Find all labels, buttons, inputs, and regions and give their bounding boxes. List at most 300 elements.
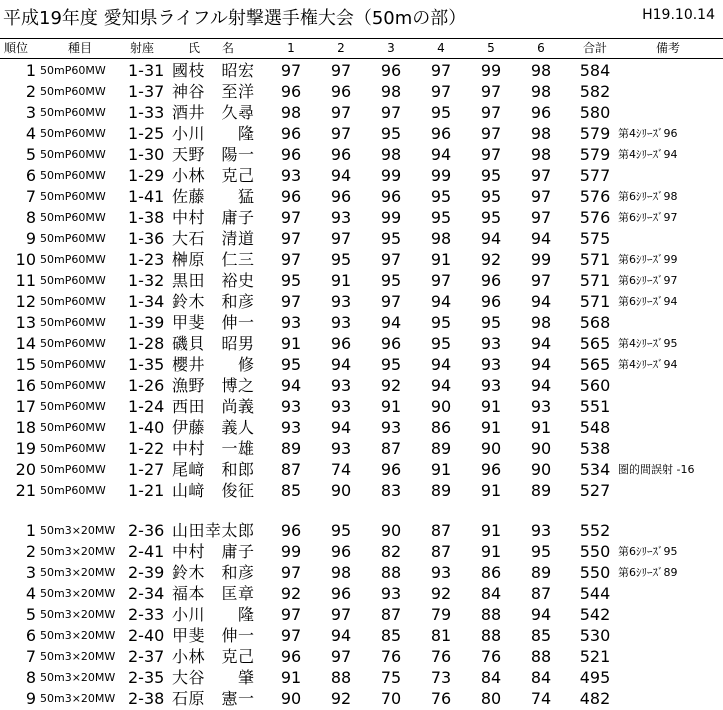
- cell-series-1: 91: [280, 334, 302, 353]
- cell-series-4: 95: [430, 103, 452, 122]
- cell-name: 西田 尚義: [172, 397, 255, 416]
- cell-series-5: 93: [480, 376, 502, 395]
- cell-name: 山﨑 俊征: [172, 481, 255, 500]
- cell-total: 550: [579, 563, 611, 582]
- cell-total: 550: [579, 542, 611, 561]
- cell-series-2: 91: [330, 271, 352, 290]
- cell-firing-point: 2-35: [128, 668, 165, 687]
- table-row: [0, 520, 723, 541]
- cell-firing-point: 1-39: [128, 313, 165, 332]
- cell-series-4: 92: [430, 584, 452, 603]
- cell-series-2: 93: [330, 397, 352, 416]
- cell-event: 50m3×20MW: [40, 692, 116, 705]
- cell-event: 50mP60MW: [40, 106, 106, 119]
- cell-firing-point: 1-21: [128, 481, 165, 500]
- cell-series-5: 97: [480, 124, 502, 143]
- cell-series-4: 86: [430, 418, 452, 437]
- header-note: 備考: [656, 41, 681, 55]
- cell-total: 579: [579, 124, 611, 143]
- cell-series-2: 95: [330, 250, 352, 269]
- cell-rank: 5: [25, 145, 36, 164]
- cell-name: 中村 庸子: [172, 208, 255, 227]
- cell-name: 石原 憲一: [172, 689, 255, 708]
- cell-name: 佐藤 猛: [172, 187, 255, 206]
- header-name: 氏名: [188, 41, 257, 55]
- cell-name: 漁野 博之: [172, 376, 255, 395]
- table-row: [0, 270, 723, 291]
- cell-series-3: 95: [380, 229, 402, 248]
- cell-name: 鈴木 和彦: [172, 563, 255, 582]
- cell-series-4: 99: [430, 166, 452, 185]
- cell-series-4: 73: [430, 668, 452, 687]
- cell-total: 577: [579, 166, 611, 185]
- cell-series-4: 90: [430, 397, 452, 416]
- cell-series-3: 95: [380, 271, 402, 290]
- cell-series-5: 91: [480, 418, 502, 437]
- cell-firing-point: 1-33: [128, 103, 165, 122]
- cell-series-2: 94: [330, 626, 352, 645]
- cell-note: 第4ｼﾘｰｽﾞ96: [618, 127, 678, 140]
- cell-name: 山田幸太郎: [172, 521, 255, 540]
- cell-series-5: 80: [480, 689, 502, 708]
- cell-rank: 2: [25, 542, 36, 561]
- cell-series-2: 97: [330, 103, 352, 122]
- cell-series-5: 97: [480, 145, 502, 164]
- cell-series-2: 97: [330, 229, 352, 248]
- cell-total: 551: [579, 397, 611, 416]
- cell-total: 576: [579, 208, 611, 227]
- table-row: [0, 438, 723, 459]
- cell-series-3: 97: [380, 292, 402, 311]
- cell-series-3: 91: [380, 397, 402, 416]
- cell-series-2: 88: [330, 668, 352, 687]
- cell-series-6: 98: [530, 82, 552, 101]
- cell-series-6: 91: [530, 418, 552, 437]
- cell-series-4: 91: [430, 460, 452, 479]
- cell-series-1: 96: [280, 647, 302, 666]
- header-series-5: 5: [487, 41, 495, 55]
- cell-series-5: 90: [480, 439, 502, 458]
- cell-total: 582: [579, 82, 611, 101]
- cell-series-4: 93: [430, 563, 452, 582]
- cell-series-6: 97: [530, 166, 552, 185]
- table-row: [0, 375, 723, 396]
- cell-series-1: 96: [280, 82, 302, 101]
- cell-rank: 3: [25, 563, 36, 582]
- header-series-4: 4: [437, 41, 445, 55]
- cell-event: 50m3×20MW: [40, 608, 116, 621]
- table-row: [0, 291, 723, 312]
- cell-rank: 17: [15, 397, 36, 416]
- cell-series-5: 91: [480, 542, 502, 561]
- cell-event: 50mP60MW: [40, 274, 106, 287]
- cell-firing-point: 2-33: [128, 605, 165, 624]
- table-row: [0, 688, 723, 709]
- cell-series-5: 91: [480, 397, 502, 416]
- cell-series-1: 93: [280, 166, 302, 185]
- cell-firing-point: 2-36: [128, 521, 165, 540]
- cell-total: 575: [579, 229, 611, 248]
- cell-series-2: 74: [330, 460, 352, 479]
- cell-rank: 18: [15, 418, 36, 437]
- cell-series-4: 81: [430, 626, 452, 645]
- cell-series-6: 90: [530, 439, 552, 458]
- cell-series-4: 87: [430, 542, 452, 561]
- cell-series-1: 90: [280, 689, 302, 708]
- cell-series-4: 87: [430, 521, 452, 540]
- cell-firing-point: 1-35: [128, 355, 165, 374]
- cell-name: 小林 克己: [172, 647, 255, 666]
- table-row: [0, 249, 723, 270]
- cell-series-3: 93: [380, 418, 402, 437]
- cell-name: 黒田 裕史: [172, 271, 255, 290]
- cell-series-2: 93: [330, 313, 352, 332]
- cell-series-3: 85: [380, 626, 402, 645]
- cell-series-6: 87: [530, 584, 552, 603]
- cell-total: 482: [579, 689, 611, 708]
- table-row: [0, 459, 723, 480]
- cell-series-1: 96: [280, 145, 302, 164]
- table-row: [0, 417, 723, 438]
- cell-series-1: 97: [280, 605, 302, 624]
- cell-firing-point: 2-40: [128, 626, 165, 645]
- cell-series-5: 95: [480, 187, 502, 206]
- cell-firing-point: 1-31: [128, 61, 165, 80]
- cell-series-1: 97: [280, 61, 302, 80]
- cell-firing-point: 2-39: [128, 563, 165, 582]
- cell-series-2: 97: [330, 124, 352, 143]
- cell-event: 50mP60MW: [40, 358, 106, 371]
- cell-series-5: 92: [480, 250, 502, 269]
- cell-series-6: 94: [530, 355, 552, 374]
- cell-series-3: 75: [380, 668, 402, 687]
- cell-series-1: 97: [280, 563, 302, 582]
- cell-event: 50mP60MW: [40, 316, 106, 329]
- cell-series-1: 97: [280, 229, 302, 248]
- cell-total: 530: [579, 626, 611, 645]
- cell-firing-point: 1-41: [128, 187, 165, 206]
- cell-total: 521: [579, 647, 611, 666]
- cell-series-6: 94: [530, 292, 552, 311]
- cell-series-4: 79: [430, 605, 452, 624]
- header-firing-point: 射座: [130, 41, 155, 55]
- cell-note: 第6ｼﾘｰｽﾞ97: [618, 211, 678, 224]
- cell-name: 中村 庸子: [172, 542, 255, 561]
- cell-firing-point: 2-41: [128, 542, 165, 561]
- cell-firing-point: 1-38: [128, 208, 165, 227]
- cell-name: 伊藤 義人: [172, 418, 255, 437]
- cell-firing-point: 1-25: [128, 124, 165, 143]
- page-title: 平成19年度 愛知県ライフル射撃選手権大会（50mの部）: [3, 8, 467, 29]
- cell-series-1: 87: [280, 460, 302, 479]
- cell-firing-point: 1-28: [128, 334, 165, 353]
- cell-series-2: 97: [330, 647, 352, 666]
- cell-series-2: 96: [330, 145, 352, 164]
- cell-series-6: 89: [530, 481, 552, 500]
- cell-series-5: 94: [480, 229, 502, 248]
- cell-event: 50mP60MW: [40, 442, 106, 455]
- cell-total: 571: [579, 292, 611, 311]
- cell-note: 第6ｼﾘｰｽﾞ95: [618, 545, 678, 558]
- cell-rank: 8: [25, 668, 36, 687]
- cell-note: 第4ｼﾘｰｽﾞ95: [618, 337, 678, 350]
- cell-rank: 14: [15, 334, 36, 353]
- section-gap: [0, 501, 723, 520]
- cell-series-2: 94: [330, 166, 352, 185]
- cell-series-1: 94: [280, 376, 302, 395]
- table-row: [0, 541, 723, 562]
- cell-series-3: 96: [380, 61, 402, 80]
- cell-series-3: 83: [380, 481, 402, 500]
- cell-event: 50mP60MW: [40, 463, 106, 476]
- cell-series-5: 97: [480, 82, 502, 101]
- cell-series-6: 88: [530, 647, 552, 666]
- cell-series-3: 97: [380, 103, 402, 122]
- cell-series-3: 82: [380, 542, 402, 561]
- cell-series-1: 97: [280, 626, 302, 645]
- table-row: [0, 102, 723, 123]
- cell-series-5: 95: [480, 313, 502, 332]
- cell-series-5: 91: [480, 481, 502, 500]
- cell-series-2: 97: [330, 605, 352, 624]
- cell-series-3: 99: [380, 208, 402, 227]
- cell-rank: 20: [15, 460, 36, 479]
- cell-series-1: 93: [280, 397, 302, 416]
- cell-series-4: 91: [430, 250, 452, 269]
- cell-note: 第6ｼﾘｰｽﾞ94: [618, 295, 678, 308]
- cell-series-4: 94: [430, 292, 452, 311]
- cell-firing-point: 1-23: [128, 250, 165, 269]
- cell-name: 磯貝 昭男: [172, 334, 255, 353]
- cell-series-5: 88: [480, 626, 502, 645]
- cell-rank: 15: [15, 355, 36, 374]
- cell-series-3: 94: [380, 313, 402, 332]
- cell-series-2: 94: [330, 355, 352, 374]
- cell-total: 527: [579, 481, 611, 500]
- cell-note: 第6ｼﾘｰｽﾞ98: [618, 190, 678, 203]
- cell-series-3: 98: [380, 82, 402, 101]
- table-row: [0, 604, 723, 625]
- cell-series-6: 98: [530, 124, 552, 143]
- cell-rank: 9: [25, 229, 36, 248]
- table-row: [0, 228, 723, 249]
- header-series-1: 1: [287, 41, 295, 55]
- cell-series-2: 96: [330, 542, 352, 561]
- cell-event: 50m3×20MW: [40, 650, 116, 663]
- cell-name: 甲斐 伸一: [172, 626, 255, 645]
- cell-total: 576: [579, 187, 611, 206]
- cell-event: 50mP60MW: [40, 127, 106, 140]
- table-row: [0, 123, 723, 144]
- cell-series-4: 89: [430, 439, 452, 458]
- cell-series-5: 93: [480, 334, 502, 353]
- cell-firing-point: 1-34: [128, 292, 165, 311]
- cell-firing-point: 1-30: [128, 145, 165, 164]
- cell-series-5: 95: [480, 208, 502, 227]
- cell-firing-point: 1-26: [128, 376, 165, 395]
- cell-event: 50mP60MW: [40, 337, 106, 350]
- cell-series-3: 96: [380, 334, 402, 353]
- cell-total: 571: [579, 250, 611, 269]
- cell-event: 50mP60MW: [40, 148, 106, 161]
- cell-series-1: 97: [280, 250, 302, 269]
- cell-series-6: 95: [530, 542, 552, 561]
- cell-series-6: 90: [530, 460, 552, 479]
- cell-rank: 2: [25, 82, 36, 101]
- cell-series-5: 96: [480, 292, 502, 311]
- cell-rank: 6: [25, 166, 36, 185]
- cell-series-6: 94: [530, 334, 552, 353]
- cell-series-5: 84: [480, 584, 502, 603]
- cell-series-1: 93: [280, 418, 302, 437]
- cell-series-3: 96: [380, 187, 402, 206]
- cell-total: 548: [579, 418, 611, 437]
- cell-event: 50mP60MW: [40, 190, 106, 203]
- table-row: [0, 60, 723, 81]
- cell-event: 50mP60MW: [40, 64, 106, 77]
- cell-series-3: 96: [380, 460, 402, 479]
- cell-name: 大石 清道: [172, 229, 255, 248]
- table-row: [0, 396, 723, 417]
- table-row: [0, 480, 723, 501]
- header-total: 合計: [582, 41, 607, 55]
- cell-series-2: 95: [330, 521, 352, 540]
- table-row: [0, 625, 723, 646]
- cell-note: 第6ｼﾘｰｽﾞ97: [618, 274, 678, 287]
- cell-event: 50mP60MW: [40, 484, 106, 497]
- cell-rank: 7: [25, 647, 36, 666]
- title-bar: [0, 0, 723, 38]
- cell-series-1: 97: [280, 208, 302, 227]
- cell-firing-point: 1-37: [128, 82, 165, 101]
- cell-rank: 4: [25, 584, 36, 603]
- cell-series-2: 93: [330, 376, 352, 395]
- cell-series-2: 96: [330, 82, 352, 101]
- cell-firing-point: 1-36: [128, 229, 165, 248]
- cell-series-2: 90: [330, 481, 352, 500]
- cell-name: 酒井 久尋: [172, 103, 255, 122]
- cell-note: 第4ｼﾘｰｽﾞ94: [618, 358, 678, 371]
- cell-series-2: 98: [330, 563, 352, 582]
- cell-rank: 4: [25, 124, 36, 143]
- cell-series-1: 96: [280, 521, 302, 540]
- cell-note: 圏的間誤射 -16: [618, 463, 695, 476]
- cell-series-4: 95: [430, 313, 452, 332]
- cell-series-5: 91: [480, 521, 502, 540]
- cell-series-1: 95: [280, 271, 302, 290]
- cell-firing-point: 1-24: [128, 397, 165, 416]
- cell-total: 538: [579, 439, 611, 458]
- cell-rank: 13: [15, 313, 36, 332]
- cell-series-1: 92: [280, 584, 302, 603]
- table-header: [0, 38, 723, 59]
- cell-total: 571: [579, 271, 611, 290]
- cell-rank: 1: [25, 521, 36, 540]
- cell-event: 50m3×20MW: [40, 524, 116, 537]
- cell-rank: 16: [15, 376, 36, 395]
- cell-series-6: 97: [530, 187, 552, 206]
- cell-series-2: 96: [330, 584, 352, 603]
- cell-series-4: 97: [430, 271, 452, 290]
- cell-firing-point: 2-37: [128, 647, 165, 666]
- cell-name: 小林 克己: [172, 166, 255, 185]
- cell-name: 天野 陽一: [172, 145, 255, 164]
- cell-series-4: 95: [430, 208, 452, 227]
- event-date: H19.10.14: [642, 7, 715, 23]
- cell-series-6: 98: [530, 145, 552, 164]
- cell-name: 國枝 昭宏: [172, 61, 255, 80]
- cell-event: 50mP60MW: [40, 421, 106, 434]
- cell-total: 544: [579, 584, 611, 603]
- table-row: [0, 646, 723, 667]
- cell-series-4: 98: [430, 229, 452, 248]
- cell-series-4: 76: [430, 647, 452, 666]
- cell-name: 榊原 仁三: [172, 250, 255, 269]
- cell-event: 50mP60MW: [40, 85, 106, 98]
- cell-series-6: 98: [530, 313, 552, 332]
- cell-series-6: 93: [530, 521, 552, 540]
- cell-total: 580: [579, 103, 611, 122]
- cell-series-2: 93: [330, 439, 352, 458]
- cell-series-6: 96: [530, 103, 552, 122]
- table-row: [0, 81, 723, 102]
- cell-series-3: 99: [380, 166, 402, 185]
- cell-rank: 3: [25, 103, 36, 122]
- cell-note: 第4ｼﾘｰｽﾞ94: [618, 148, 678, 161]
- cell-rank: 19: [15, 439, 36, 458]
- cell-series-1: 95: [280, 355, 302, 374]
- cell-note: 第6ｼﾘｰｽﾞ99: [618, 253, 678, 266]
- table-row: [0, 333, 723, 354]
- cell-series-5: 93: [480, 355, 502, 374]
- header-event: 種目: [68, 41, 93, 55]
- cell-series-2: 94: [330, 418, 352, 437]
- cell-series-4: 95: [430, 187, 452, 206]
- cell-total: 568: [579, 313, 611, 332]
- cell-series-1: 99: [280, 542, 302, 561]
- cell-series-1: 97: [280, 292, 302, 311]
- cell-series-4: 89: [430, 481, 452, 500]
- cell-firing-point: 1-27: [128, 460, 165, 479]
- cell-total: 565: [579, 334, 611, 353]
- cell-series-1: 98: [280, 103, 302, 122]
- cell-series-6: 93: [530, 397, 552, 416]
- cell-series-4: 94: [430, 376, 452, 395]
- cell-total: 552: [579, 521, 611, 540]
- cell-series-1: 93: [280, 313, 302, 332]
- table-row: [0, 186, 723, 207]
- cell-name: 大谷 肇: [172, 668, 255, 687]
- cell-series-6: 98: [530, 61, 552, 80]
- cell-name: 神谷 至洋: [172, 82, 255, 101]
- cell-total: 560: [579, 376, 611, 395]
- cell-series-4: 94: [430, 145, 452, 164]
- cell-name: 鈴木 和彦: [172, 292, 255, 311]
- cell-series-5: 95: [480, 166, 502, 185]
- results-table: [0, 60, 723, 709]
- table-row: [0, 207, 723, 228]
- cell-rank: 7: [25, 187, 36, 206]
- cell-series-2: 93: [330, 208, 352, 227]
- cell-series-3: 87: [380, 439, 402, 458]
- cell-event: 50mP60MW: [40, 295, 106, 308]
- cell-rank: 11: [15, 271, 36, 290]
- cell-rank: 5: [25, 605, 36, 624]
- cell-event: 50m3×20MW: [40, 629, 116, 642]
- cell-rank: 21: [15, 481, 36, 500]
- cell-series-3: 97: [380, 250, 402, 269]
- cell-series-5: 88: [480, 605, 502, 624]
